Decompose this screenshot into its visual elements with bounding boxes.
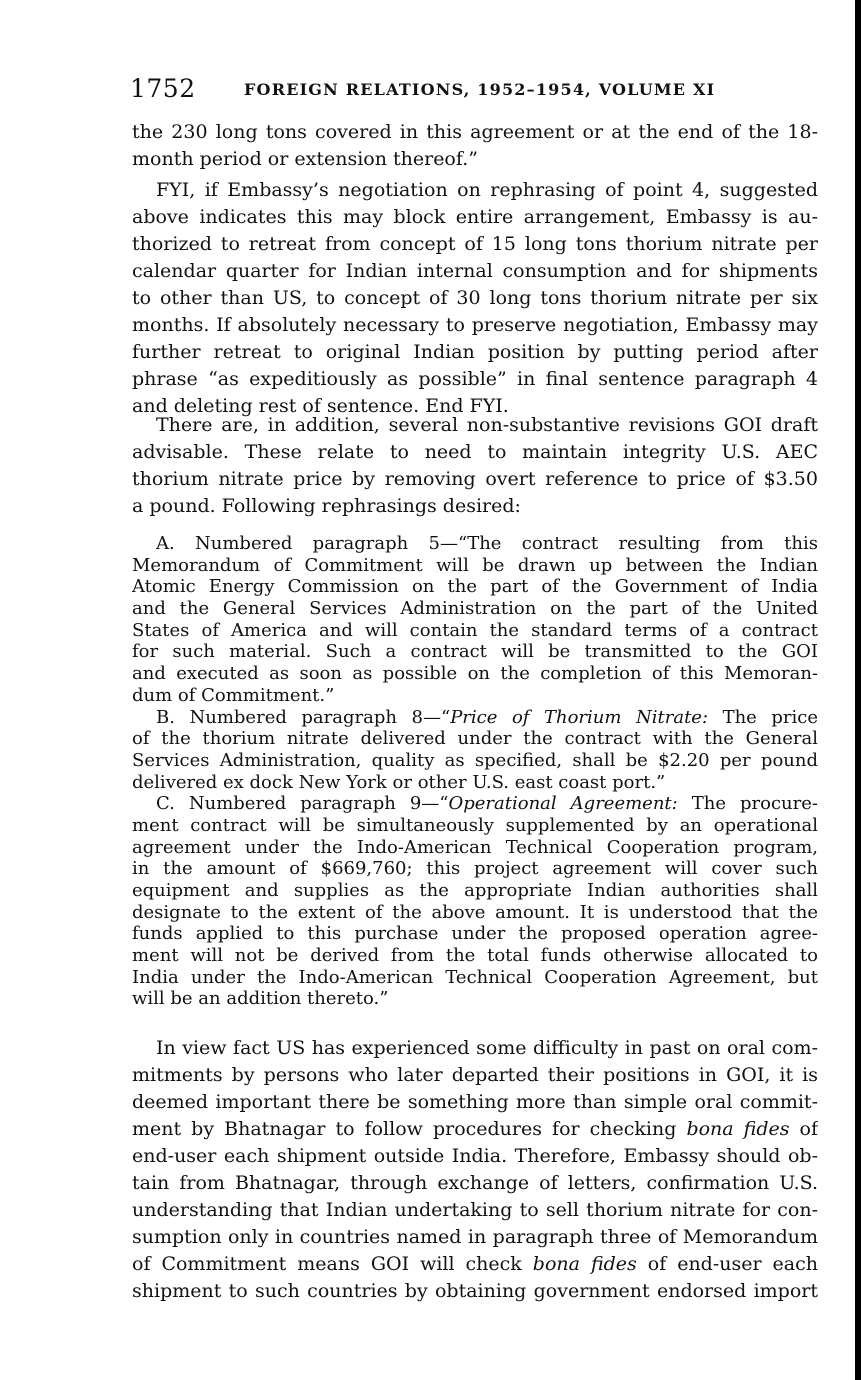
text-line: months. If absolutely necessary to preserve negotiation, Embassy may	[132, 314, 818, 336]
text-run: ment by Bhatnagar to follow procedures for checking	[132, 1118, 687, 1140]
scan-edge	[855, 0, 861, 1380]
text-line: and executed as soon as possible on the completion of this Memoran-	[132, 663, 818, 685]
text-run: C. Numbered paragraph 9—“	[156, 793, 449, 815]
text-line: understanding that Indian undertaking to sell thorium nitrate for con-	[132, 1199, 818, 1221]
text-line: States of America and will contain the standard terms of a contract	[132, 619, 818, 641]
text-run: B. Numbered paragraph 8—“	[156, 706, 451, 728]
page-header	[130, 74, 820, 104]
text-line: deemed important there be something more than simple oral commit-	[132, 1091, 818, 1113]
text-run: of end-user each	[636, 1253, 818, 1275]
text-line: phrase “as expeditiously as possible” in final sentence paragraph 4	[132, 368, 818, 390]
text-line: ment contract will be simultaneously supplemented by an operational	[132, 814, 818, 836]
text-line: mitments by persons who later departed their positions in GOI, it is	[132, 1064, 818, 1086]
italic-term: bona fides	[532, 1253, 637, 1275]
text-line: a pound. Following rephrasings desired:	[132, 495, 521, 517]
text-line	[132, 1251, 818, 1278]
paragraph-oral-commitments	[132, 1035, 818, 1305]
text-run: of Commitment means GOI will check	[132, 1253, 533, 1275]
text-line: tain from Bhatnagar, through exchange of letters, confirmation U.S.	[132, 1172, 818, 1194]
text-line: thorized to retreat from concept of 15 long tons thorium nitrate per	[132, 233, 818, 255]
text-line: Memorandum of Commitment will be drawn up between the Indian	[132, 554, 818, 576]
text-line: funds applied to this purchase under the proposed operation agree-	[132, 923, 818, 945]
text-line: dum of Commitment.”	[132, 684, 335, 706]
text-run: The procure-	[677, 793, 818, 815]
text-line	[132, 707, 818, 729]
text-run: The price	[708, 706, 818, 728]
text-line: end-user each shipment outside India. Therefore, Embassy should ob-	[132, 1145, 818, 1167]
text-line: agreement under the Indo-American Technical Cooperation program,	[132, 836, 818, 858]
paragraph-revisions	[132, 412, 818, 520]
text-line: There are, in addition, several non-substantive revisions GOI draft	[156, 414, 818, 436]
text-line: calendar quarter for Indian internal consumption and for shipments	[132, 260, 818, 282]
text-line	[132, 793, 818, 815]
italic-term: bona fides	[686, 1118, 790, 1140]
italic-heading: Operational Agreement:	[448, 793, 678, 815]
text-line: advisable. These relate to need to maintain integrity U.S. AEC	[132, 441, 818, 463]
text-line: for such material. Such a contract will be transmitted to the GOI	[132, 641, 818, 663]
text-line: of the thorium nitrate delivered under the contract with the General	[132, 728, 818, 750]
text-line: designate to the extent of the above amount. It is understood that the	[132, 901, 818, 923]
italic-heading: Price of Thorium Nitrate:	[450, 706, 709, 728]
text-line: Atomic Energy Commission on the part of the Government of India	[132, 576, 818, 598]
text-run: of	[789, 1118, 818, 1140]
text-line: India under the Indo-American Technical Cooperation Agreement, but	[132, 966, 818, 988]
text-line: to other than US, to concept of 30 long tons thorium nitrate per six	[132, 287, 818, 309]
text-line: month period or extension thereof.”	[132, 148, 478, 170]
text-line: and the General Services Administration on the part of the United	[132, 598, 818, 620]
text-line: thorium nitrate price by removing overt reference to price of $3.50	[132, 468, 818, 490]
page-number: 1752	[130, 74, 196, 103]
text-line: above indicates this may block entire arrangement, Embassy is au-	[132, 206, 818, 228]
text-line: equipment and supplies as the appropriate Indian authorities shall	[132, 880, 818, 901]
running-head: FOREIGN RELATIONS, 1952–1954, VOLUME XI	[244, 80, 716, 99]
text-line: Services Administration, quality as specified, shall be $2.20 per pound	[132, 749, 818, 771]
text-line: delivered ex dock New York or other U.S. east coast port.”	[132, 771, 666, 793]
text-line: sumption only in countries named in paragraph three of Memorandum	[132, 1226, 818, 1248]
quoted-rephrasings	[132, 533, 818, 1010]
text-line: further retreat to original Indian position by putting period after	[132, 341, 818, 363]
text-line: FYI, if Embassy’s negotiation on rephrasing of point 4, suggested	[156, 179, 818, 201]
text-line: in the amount of $669,760; this project agreement will cover such	[132, 858, 818, 880]
text-line	[132, 1116, 818, 1143]
text-line: and deleting rest of sentence. End FYI.	[132, 395, 509, 417]
text-line: will be an addition thereto.”	[132, 988, 389, 1010]
text-line: In view fact US has experienced some difficulty in past on oral com-	[156, 1037, 818, 1059]
text-line: shipment to such countries by obtaining government endorsed import	[132, 1280, 818, 1302]
text-line: the 230 long tons covered in this agreement or at the end of the 18-	[132, 121, 818, 143]
text-line: A. Numbered paragraph 5—“The contract resulting from this	[156, 533, 818, 554]
paragraph-fyi	[132, 177, 818, 420]
text-line: ment will not be derived from the total funds otherwise allocated to	[132, 945, 818, 967]
paragraph-continuation	[132, 119, 818, 173]
